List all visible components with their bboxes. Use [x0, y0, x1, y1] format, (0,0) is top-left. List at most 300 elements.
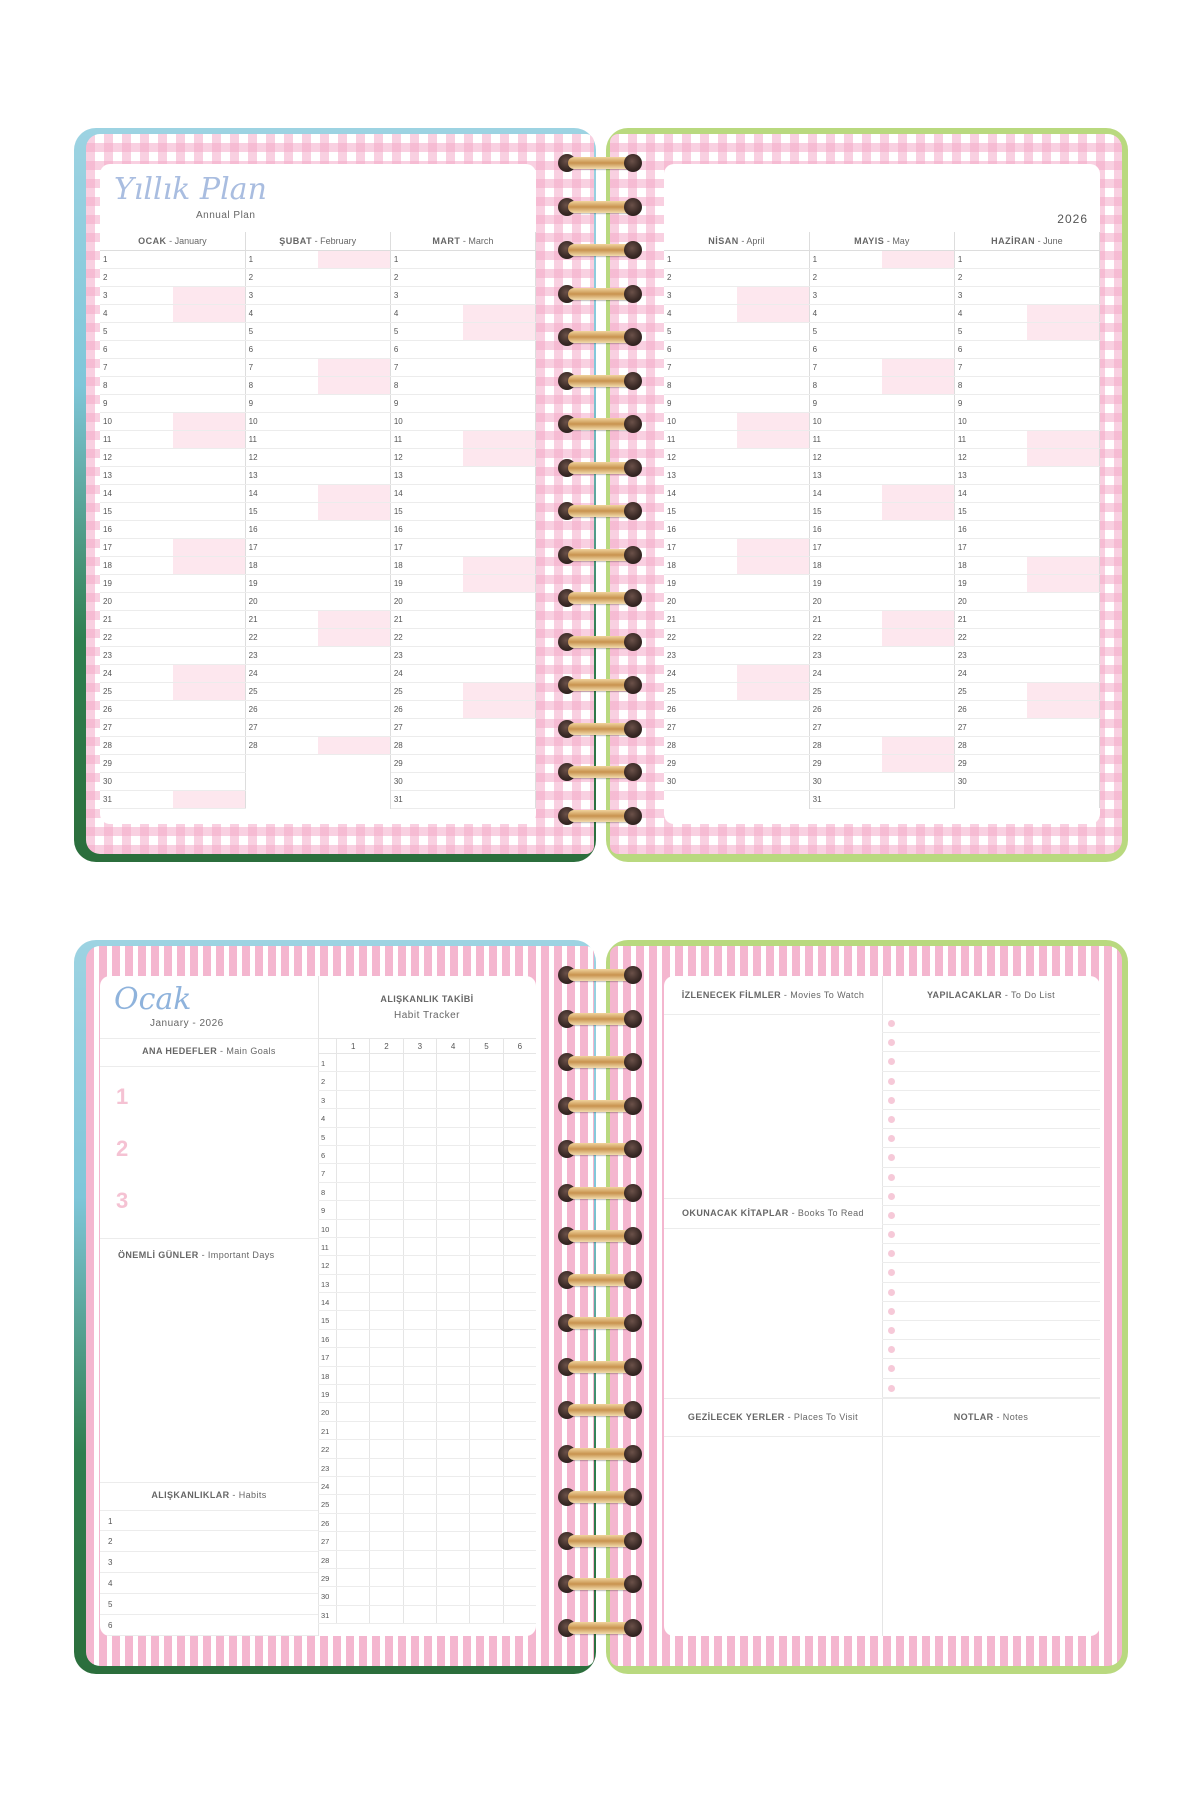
day-cell[interactable]	[318, 772, 391, 790]
day-cell[interactable]	[463, 286, 536, 304]
day-cell[interactable]	[463, 502, 536, 520]
day-cell[interactable]	[882, 736, 955, 754]
day-cell[interactable]	[737, 250, 810, 268]
day-cell[interactable]	[1027, 448, 1100, 466]
tracker-cell[interactable]	[369, 1109, 402, 1126]
tracker-cell[interactable]	[369, 1220, 402, 1237]
day-cell[interactable]	[463, 412, 536, 430]
day-cell[interactable]	[737, 322, 810, 340]
day-cell[interactable]	[1027, 790, 1100, 808]
tracker-cell[interactable]	[436, 1569, 469, 1586]
tracker-cell[interactable]	[369, 1422, 402, 1439]
day-cell[interactable]	[882, 286, 955, 304]
todo-checkbox-icon[interactable]	[888, 1289, 895, 1296]
todo-checkbox-icon[interactable]	[888, 1212, 895, 1219]
tracker-cell[interactable]	[403, 1606, 436, 1623]
day-cell[interactable]	[737, 610, 810, 628]
tracker-cell[interactable]	[436, 1109, 469, 1126]
tracker-cell[interactable]	[503, 1256, 536, 1273]
tracker-cell[interactable]	[436, 1183, 469, 1200]
day-cell[interactable]	[463, 664, 536, 682]
tracker-cell[interactable]	[503, 1385, 536, 1402]
tracker-cell[interactable]	[403, 1091, 436, 1108]
day-cell[interactable]	[463, 466, 536, 484]
tracker-cell[interactable]	[336, 1330, 369, 1347]
day-cell[interactable]	[173, 376, 246, 394]
tracker-cell[interactable]	[469, 1109, 502, 1126]
tracker-cell[interactable]	[403, 1164, 436, 1181]
day-cell[interactable]	[737, 556, 810, 574]
todo-checkbox-icon[interactable]	[888, 1116, 895, 1123]
tracker-cell[interactable]	[469, 1477, 502, 1494]
tracker-cell[interactable]	[469, 1220, 502, 1237]
day-cell[interactable]	[882, 484, 955, 502]
tracker-cell[interactable]	[436, 1532, 469, 1549]
tracker-cell[interactable]	[436, 1311, 469, 1328]
tracker-cell[interactable]	[403, 1348, 436, 1365]
day-cell[interactable]	[737, 592, 810, 610]
tracker-cell[interactable]	[336, 1091, 369, 1108]
day-cell[interactable]	[737, 538, 810, 556]
day-cell[interactable]	[882, 556, 955, 574]
tracker-cell[interactable]	[336, 1495, 369, 1512]
day-cell[interactable]	[737, 466, 810, 484]
tracker-cell[interactable]	[436, 1146, 469, 1163]
tracker-cell[interactable]	[469, 1403, 502, 1420]
tracker-cell[interactable]	[403, 1403, 436, 1420]
tracker-cell[interactable]	[469, 1238, 502, 1255]
todo-item[interactable]	[882, 1379, 1100, 1398]
day-cell[interactable]	[173, 700, 246, 718]
day-cell[interactable]	[318, 394, 391, 412]
tracker-cell[interactable]	[369, 1256, 402, 1273]
day-cell[interactable]	[1027, 430, 1100, 448]
day-cell[interactable]	[737, 646, 810, 664]
tracker-cell[interactable]	[469, 1164, 502, 1181]
day-cell[interactable]	[318, 268, 391, 286]
tracker-cell[interactable]	[336, 1072, 369, 1089]
tracker-cell[interactable]	[403, 1311, 436, 1328]
tracker-cell[interactable]	[436, 1201, 469, 1218]
habit-row[interactable]: 4	[100, 1573, 318, 1594]
tracker-cell[interactable]	[503, 1403, 536, 1420]
tracker-cell[interactable]	[369, 1551, 402, 1568]
day-cell[interactable]	[318, 520, 391, 538]
tracker-cell[interactable]	[403, 1477, 436, 1494]
todo-item[interactable]	[882, 1014, 1100, 1033]
day-cell[interactable]	[882, 250, 955, 268]
day-cell[interactable]	[882, 628, 955, 646]
todo-item[interactable]	[882, 1129, 1100, 1148]
tracker-cell[interactable]	[336, 1403, 369, 1420]
day-cell[interactable]	[173, 592, 246, 610]
day-cell[interactable]	[882, 502, 955, 520]
tracker-cell[interactable]	[403, 1422, 436, 1439]
tracker-cell[interactable]	[469, 1072, 502, 1089]
day-cell[interactable]	[173, 268, 246, 286]
tracker-cell[interactable]	[503, 1128, 536, 1145]
day-cell[interactable]	[173, 736, 246, 754]
day-cell[interactable]	[463, 250, 536, 268]
tracker-cell[interactable]	[336, 1532, 369, 1549]
tracker-cell[interactable]	[403, 1183, 436, 1200]
day-cell[interactable]	[1027, 358, 1100, 376]
day-cell[interactable]	[463, 358, 536, 376]
day-cell[interactable]	[882, 610, 955, 628]
tracker-cell[interactable]	[469, 1201, 502, 1218]
day-cell[interactable]	[463, 556, 536, 574]
tracker-cell[interactable]	[336, 1367, 369, 1384]
day-cell[interactable]	[737, 718, 810, 736]
tracker-cell[interactable]	[369, 1495, 402, 1512]
tracker-cell[interactable]	[469, 1348, 502, 1365]
tracker-cell[interactable]	[469, 1606, 502, 1623]
day-cell[interactable]	[1027, 754, 1100, 772]
day-cell[interactable]	[318, 700, 391, 718]
tracker-cell[interactable]	[336, 1422, 369, 1439]
day-cell[interactable]	[1027, 646, 1100, 664]
day-cell[interactable]	[882, 772, 955, 790]
day-cell[interactable]	[463, 268, 536, 286]
tracker-cell[interactable]	[436, 1220, 469, 1237]
tracker-cell[interactable]	[503, 1532, 536, 1549]
tracker-cell[interactable]	[336, 1128, 369, 1145]
tracker-cell[interactable]	[369, 1440, 402, 1457]
todo-checkbox-icon[interactable]	[888, 1193, 895, 1200]
day-cell[interactable]	[173, 790, 246, 808]
tracker-cell[interactable]	[469, 1440, 502, 1457]
day-cell[interactable]	[318, 340, 391, 358]
day-cell[interactable]	[173, 610, 246, 628]
tracker-cell[interactable]	[369, 1330, 402, 1347]
tracker-cell[interactable]	[336, 1238, 369, 1255]
day-cell[interactable]	[318, 682, 391, 700]
tracker-cell[interactable]	[369, 1054, 402, 1071]
day-cell[interactable]	[737, 304, 810, 322]
tracker-cell[interactable]	[403, 1495, 436, 1512]
day-cell[interactable]	[463, 430, 536, 448]
day-cell[interactable]	[318, 718, 391, 736]
tracker-cell[interactable]	[469, 1385, 502, 1402]
tracker-cell[interactable]	[436, 1054, 469, 1071]
day-cell[interactable]	[1027, 484, 1100, 502]
tracker-cell[interactable]	[369, 1569, 402, 1586]
day-cell[interactable]	[173, 448, 246, 466]
day-cell[interactable]	[882, 664, 955, 682]
day-cell[interactable]	[173, 664, 246, 682]
todo-item[interactable]	[882, 1052, 1100, 1071]
day-cell[interactable]	[318, 304, 391, 322]
tracker-cell[interactable]	[336, 1477, 369, 1494]
tracker-cell[interactable]	[503, 1330, 536, 1347]
tracker-cell[interactable]	[369, 1587, 402, 1604]
day-cell[interactable]	[882, 340, 955, 358]
tracker-cell[interactable]	[369, 1072, 402, 1089]
tracker-cell[interactable]	[403, 1330, 436, 1347]
day-cell[interactable]	[737, 448, 810, 466]
todo-item[interactable]	[882, 1168, 1100, 1187]
day-cell[interactable]	[737, 520, 810, 538]
day-cell[interactable]	[1027, 592, 1100, 610]
day-cell[interactable]	[1027, 682, 1100, 700]
day-cell[interactable]	[882, 358, 955, 376]
day-cell[interactable]	[882, 322, 955, 340]
day-cell[interactable]	[1027, 466, 1100, 484]
todo-item[interactable]	[882, 1244, 1100, 1263]
tracker-cell[interactable]	[436, 1440, 469, 1457]
tracker-cell[interactable]	[369, 1348, 402, 1365]
tracker-cell[interactable]	[503, 1293, 536, 1310]
day-cell[interactable]	[737, 574, 810, 592]
day-cell[interactable]	[882, 574, 955, 592]
day-cell[interactable]	[173, 718, 246, 736]
tracker-cell[interactable]	[369, 1091, 402, 1108]
tracker-cell[interactable]	[469, 1275, 502, 1292]
tracker-cell[interactable]	[336, 1201, 369, 1218]
tracker-cell[interactable]	[336, 1606, 369, 1623]
todo-item[interactable]	[882, 1340, 1100, 1359]
day-cell[interactable]	[173, 682, 246, 700]
day-cell[interactable]	[173, 520, 246, 538]
tracker-cell[interactable]	[369, 1146, 402, 1163]
tracker-cell[interactable]	[503, 1072, 536, 1089]
day-cell[interactable]	[173, 646, 246, 664]
todo-checkbox-icon[interactable]	[888, 1308, 895, 1315]
tracker-cell[interactable]	[469, 1587, 502, 1604]
day-cell[interactable]	[463, 754, 536, 772]
tracker-cell[interactable]	[336, 1311, 369, 1328]
todo-item[interactable]	[882, 1302, 1100, 1321]
day-cell[interactable]	[173, 304, 246, 322]
tracker-cell[interactable]	[403, 1238, 436, 1255]
tracker-cell[interactable]	[369, 1275, 402, 1292]
day-cell[interactable]	[318, 430, 391, 448]
day-cell[interactable]	[318, 466, 391, 484]
tracker-cell[interactable]	[369, 1367, 402, 1384]
todo-item[interactable]	[882, 1072, 1100, 1091]
tracker-cell[interactable]	[469, 1293, 502, 1310]
tracker-cell[interactable]	[369, 1477, 402, 1494]
todo-checkbox-icon[interactable]	[888, 1385, 895, 1392]
tracker-cell[interactable]	[336, 1569, 369, 1586]
day-cell[interactable]	[1027, 700, 1100, 718]
day-cell[interactable]	[173, 772, 246, 790]
tracker-cell[interactable]	[503, 1367, 536, 1384]
tracker-cell[interactable]	[336, 1587, 369, 1604]
tracker-cell[interactable]	[503, 1091, 536, 1108]
day-cell[interactable]	[318, 484, 391, 502]
day-cell[interactable]	[1027, 556, 1100, 574]
day-cell[interactable]	[737, 664, 810, 682]
day-cell[interactable]	[463, 538, 536, 556]
tracker-cell[interactable]	[503, 1164, 536, 1181]
day-cell[interactable]	[737, 340, 810, 358]
day-cell[interactable]	[737, 736, 810, 754]
day-cell[interactable]	[1027, 268, 1100, 286]
day-cell[interactable]	[1027, 718, 1100, 736]
habit-row[interactable]: 1	[100, 1510, 318, 1531]
tracker-cell[interactable]	[503, 1220, 536, 1237]
day-cell[interactable]	[173, 538, 246, 556]
day-cell[interactable]	[882, 412, 955, 430]
day-cell[interactable]	[737, 628, 810, 646]
habit-row[interactable]: 2	[100, 1531, 318, 1552]
tracker-cell[interactable]	[503, 1606, 536, 1623]
day-cell[interactable]	[463, 484, 536, 502]
tracker-cell[interactable]	[469, 1128, 502, 1145]
day-cell[interactable]	[1027, 574, 1100, 592]
tracker-cell[interactable]	[436, 1367, 469, 1384]
day-cell[interactable]	[737, 502, 810, 520]
tracker-cell[interactable]	[336, 1293, 369, 1310]
tracker-cell[interactable]	[469, 1569, 502, 1586]
tracker-cell[interactable]	[336, 1164, 369, 1181]
todo-item[interactable]	[882, 1110, 1100, 1129]
day-cell[interactable]	[318, 646, 391, 664]
day-cell[interactable]	[1027, 412, 1100, 430]
tracker-cell[interactable]	[403, 1514, 436, 1531]
habit-row[interactable]: 6	[100, 1615, 318, 1636]
tracker-cell[interactable]	[403, 1459, 436, 1476]
tracker-cell[interactable]	[503, 1551, 536, 1568]
day-cell[interactable]	[318, 538, 391, 556]
tracker-cell[interactable]	[369, 1385, 402, 1402]
tracker-cell[interactable]	[503, 1422, 536, 1439]
day-cell[interactable]	[318, 250, 391, 268]
day-cell[interactable]	[737, 484, 810, 502]
day-cell[interactable]	[882, 448, 955, 466]
day-cell[interactable]	[463, 682, 536, 700]
tracker-cell[interactable]	[369, 1514, 402, 1531]
todo-item[interactable]	[882, 1321, 1100, 1340]
day-cell[interactable]	[463, 520, 536, 538]
tracker-cell[interactable]	[469, 1146, 502, 1163]
tracker-cell[interactable]	[469, 1495, 502, 1512]
day-cell[interactable]	[882, 520, 955, 538]
todo-item[interactable]	[882, 1187, 1100, 1206]
day-cell[interactable]	[318, 448, 391, 466]
day-cell[interactable]	[737, 376, 810, 394]
day-cell[interactable]	[463, 304, 536, 322]
tracker-cell[interactable]	[436, 1403, 469, 1420]
tracker-cell[interactable]	[369, 1293, 402, 1310]
day-cell[interactable]	[318, 502, 391, 520]
tracker-cell[interactable]	[403, 1551, 436, 1568]
tracker-cell[interactable]	[403, 1146, 436, 1163]
todo-checkbox-icon[interactable]	[888, 1020, 895, 1027]
todo-checkbox-icon[interactable]	[888, 1327, 895, 1334]
tracker-cell[interactable]	[503, 1459, 536, 1476]
tracker-cell[interactable]	[403, 1256, 436, 1273]
tracker-cell[interactable]	[436, 1330, 469, 1347]
tracker-cell[interactable]	[436, 1551, 469, 1568]
day-cell[interactable]	[318, 376, 391, 394]
day-cell[interactable]	[318, 286, 391, 304]
tracker-cell[interactable]	[403, 1367, 436, 1384]
todo-checkbox-icon[interactable]	[888, 1346, 895, 1353]
tracker-cell[interactable]	[336, 1459, 369, 1476]
day-cell[interactable]	[463, 610, 536, 628]
day-cell[interactable]	[882, 466, 955, 484]
day-cell[interactable]	[318, 754, 391, 772]
tracker-cell[interactable]	[436, 1164, 469, 1181]
todo-checkbox-icon[interactable]	[888, 1078, 895, 1085]
day-cell[interactable]	[463, 394, 536, 412]
day-cell[interactable]	[318, 556, 391, 574]
day-cell[interactable]	[1027, 376, 1100, 394]
tracker-cell[interactable]	[503, 1477, 536, 1494]
day-cell[interactable]	[1027, 520, 1100, 538]
tracker-cell[interactable]	[503, 1183, 536, 1200]
day-cell[interactable]	[463, 628, 536, 646]
tracker-cell[interactable]	[503, 1569, 536, 1586]
todo-item[interactable]	[882, 1359, 1100, 1378]
tracker-cell[interactable]	[403, 1109, 436, 1126]
day-cell[interactable]	[882, 268, 955, 286]
day-cell[interactable]	[318, 736, 391, 754]
day-cell[interactable]	[882, 430, 955, 448]
day-cell[interactable]	[463, 772, 536, 790]
tracker-cell[interactable]	[403, 1293, 436, 1310]
day-cell[interactable]	[737, 790, 810, 808]
tracker-cell[interactable]	[436, 1348, 469, 1365]
day-cell[interactable]	[173, 394, 246, 412]
day-cell[interactable]	[737, 268, 810, 286]
tracker-cell[interactable]	[503, 1109, 536, 1126]
day-cell[interactable]	[1027, 736, 1100, 754]
tracker-cell[interactable]	[436, 1128, 469, 1145]
day-cell[interactable]	[463, 718, 536, 736]
todo-item[interactable]	[882, 1091, 1100, 1110]
tracker-cell[interactable]	[369, 1403, 402, 1420]
day-cell[interactable]	[318, 358, 391, 376]
day-cell[interactable]	[882, 754, 955, 772]
day-cell[interactable]	[173, 466, 246, 484]
todo-checkbox-icon[interactable]	[888, 1097, 895, 1104]
day-cell[interactable]	[1027, 502, 1100, 520]
tracker-cell[interactable]	[503, 1238, 536, 1255]
tracker-cell[interactable]	[436, 1275, 469, 1292]
tracker-cell[interactable]	[403, 1201, 436, 1218]
tracker-cell[interactable]	[469, 1330, 502, 1347]
tracker-cell[interactable]	[469, 1551, 502, 1568]
todo-item[interactable]	[882, 1283, 1100, 1302]
day-cell[interactable]	[1027, 394, 1100, 412]
tracker-cell[interactable]	[336, 1440, 369, 1457]
day-cell[interactable]	[173, 286, 246, 304]
day-cell[interactable]	[463, 322, 536, 340]
tracker-cell[interactable]	[336, 1054, 369, 1071]
todo-checkbox-icon[interactable]	[888, 1154, 895, 1161]
tracker-cell[interactable]	[369, 1606, 402, 1623]
tracker-cell[interactable]	[503, 1054, 536, 1071]
day-cell[interactable]	[173, 412, 246, 430]
tracker-cell[interactable]	[436, 1459, 469, 1476]
day-cell[interactable]	[463, 448, 536, 466]
tracker-cell[interactable]	[469, 1091, 502, 1108]
tracker-cell[interactable]	[403, 1569, 436, 1586]
day-cell[interactable]	[173, 430, 246, 448]
day-cell[interactable]	[318, 664, 391, 682]
tracker-cell[interactable]	[403, 1385, 436, 1402]
tracker-cell[interactable]	[436, 1385, 469, 1402]
tracker-cell[interactable]	[503, 1440, 536, 1457]
day-cell[interactable]	[737, 358, 810, 376]
tracker-cell[interactable]	[436, 1422, 469, 1439]
tracker-cell[interactable]	[469, 1054, 502, 1071]
tracker-cell[interactable]	[403, 1440, 436, 1457]
tracker-cell[interactable]	[369, 1238, 402, 1255]
